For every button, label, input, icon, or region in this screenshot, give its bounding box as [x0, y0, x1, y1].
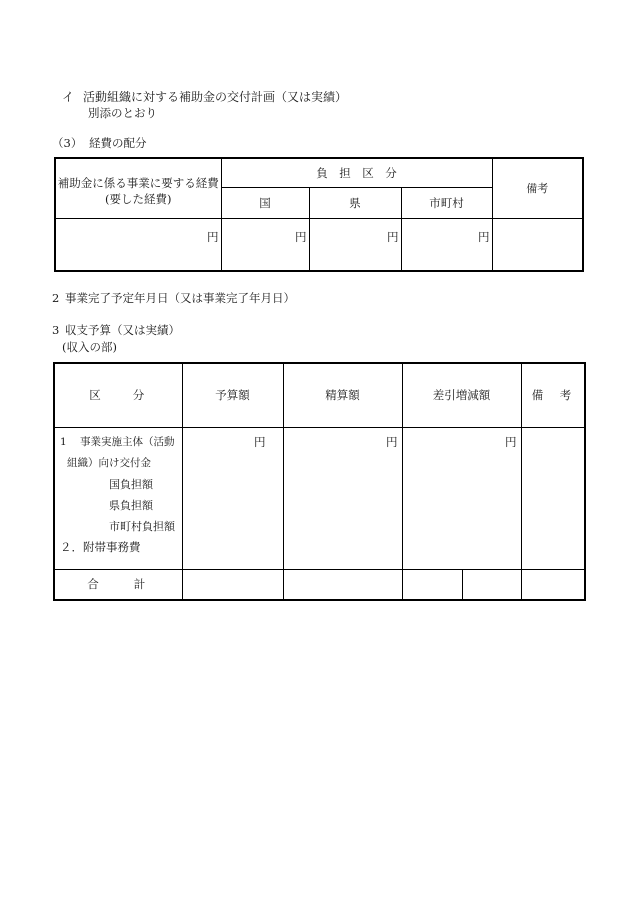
- completion-date-number: 2: [52, 291, 60, 305]
- plan-section-note: 別添のとおり: [88, 106, 157, 120]
- prefecture-amount-cell: [309, 218, 401, 271]
- municipal-header: 市町村: [429, 195, 464, 210]
- remarks-header: 備考: [526, 181, 549, 195]
- item1-number: 1: [60, 435, 67, 448]
- item1-line1: [55, 432, 182, 453]
- cost-allocation-number: （3）: [52, 136, 83, 150]
- item1-text: 事業実施主体（活動: [80, 435, 175, 448]
- category-header: 区 分: [89, 388, 148, 403]
- yen-unit: 円: [254, 434, 266, 449]
- total-difference-cell-right: [462, 569, 521, 600]
- expense-header-line2: (要した経費): [105, 192, 172, 207]
- total-remarks-cell: [521, 569, 585, 600]
- remarks-header-cell: [492, 158, 583, 218]
- expense-amount-cell: [55, 218, 221, 271]
- total-difference-cell-left: [402, 569, 462, 600]
- remarks-body-cell: [521, 427, 585, 569]
- completion-date-title: 事業完了予定年月日（又は事業完了年月日）: [65, 291, 295, 305]
- plan-section-title: 活動組織に対する補助金の交付計画（又は実績）: [83, 90, 348, 104]
- total-settlement-cell: [283, 569, 402, 600]
- difference-header-cell: [402, 363, 521, 427]
- yen-unit: 円: [386, 434, 398, 449]
- national-header: 国: [259, 195, 271, 210]
- burden-header-cell: [221, 158, 492, 187]
- remarks-header-cell: [521, 363, 585, 427]
- budget-number: 3: [52, 323, 60, 337]
- municipal-header-cell: [401, 187, 492, 218]
- budget-amount-header: 予算額: [215, 388, 250, 403]
- yen-unit: 円: [295, 229, 307, 244]
- yen-unit: 円: [207, 229, 219, 244]
- yen-unit: 円: [478, 229, 490, 244]
- cost-allocation-table: [54, 157, 584, 272]
- total-label-cell: [54, 569, 182, 600]
- national-header-cell: [221, 187, 309, 218]
- income-budget-table: [53, 362, 586, 601]
- item1-line2: 組織）向け交付金: [67, 456, 151, 469]
- plan-section-label: イ: [62, 90, 75, 104]
- budget-amount-header-cell: [182, 363, 283, 427]
- remarks-header: 備 考: [531, 388, 574, 403]
- total-label: 合 計: [87, 577, 150, 592]
- category-body-cell: [54, 427, 182, 569]
- remarks-value-cell: [492, 218, 583, 271]
- sub-item-prefecture: 県負担額: [109, 498, 153, 512]
- budget-amount-cell: [182, 427, 283, 569]
- settlement-header: 精算額: [325, 388, 360, 403]
- prefecture-header: 県: [349, 195, 361, 210]
- yen-unit: 円: [505, 434, 517, 449]
- expense-header-cell: [55, 158, 221, 218]
- item2-line: ２．附帯事務費: [60, 539, 141, 554]
- sub-item-national: 国負担額: [109, 477, 153, 491]
- settlement-amount-cell: [283, 427, 402, 569]
- category-header-cell: [54, 363, 182, 427]
- sub-item-municipal: 市町村負担額: [109, 519, 175, 533]
- yen-unit: 円: [387, 229, 399, 244]
- total-budget-cell: [182, 569, 283, 600]
- settlement-header-cell: [283, 363, 402, 427]
- cost-allocation-title: 経費の配分: [89, 136, 147, 150]
- income-subtitle: (収入の部): [62, 340, 117, 354]
- difference-header: 差引増減額: [432, 388, 491, 403]
- municipal-amount-cell: [401, 218, 492, 271]
- expense-header-line1: 補助金に係る事業に要する経費: [57, 176, 219, 191]
- difference-amount-cell: [402, 427, 521, 569]
- prefecture-header-cell: [309, 187, 401, 218]
- budget-title: 収支予算（又は実績）: [65, 323, 180, 337]
- national-amount-cell: [221, 218, 309, 271]
- burden-header: 負 担 区 分: [316, 165, 397, 180]
